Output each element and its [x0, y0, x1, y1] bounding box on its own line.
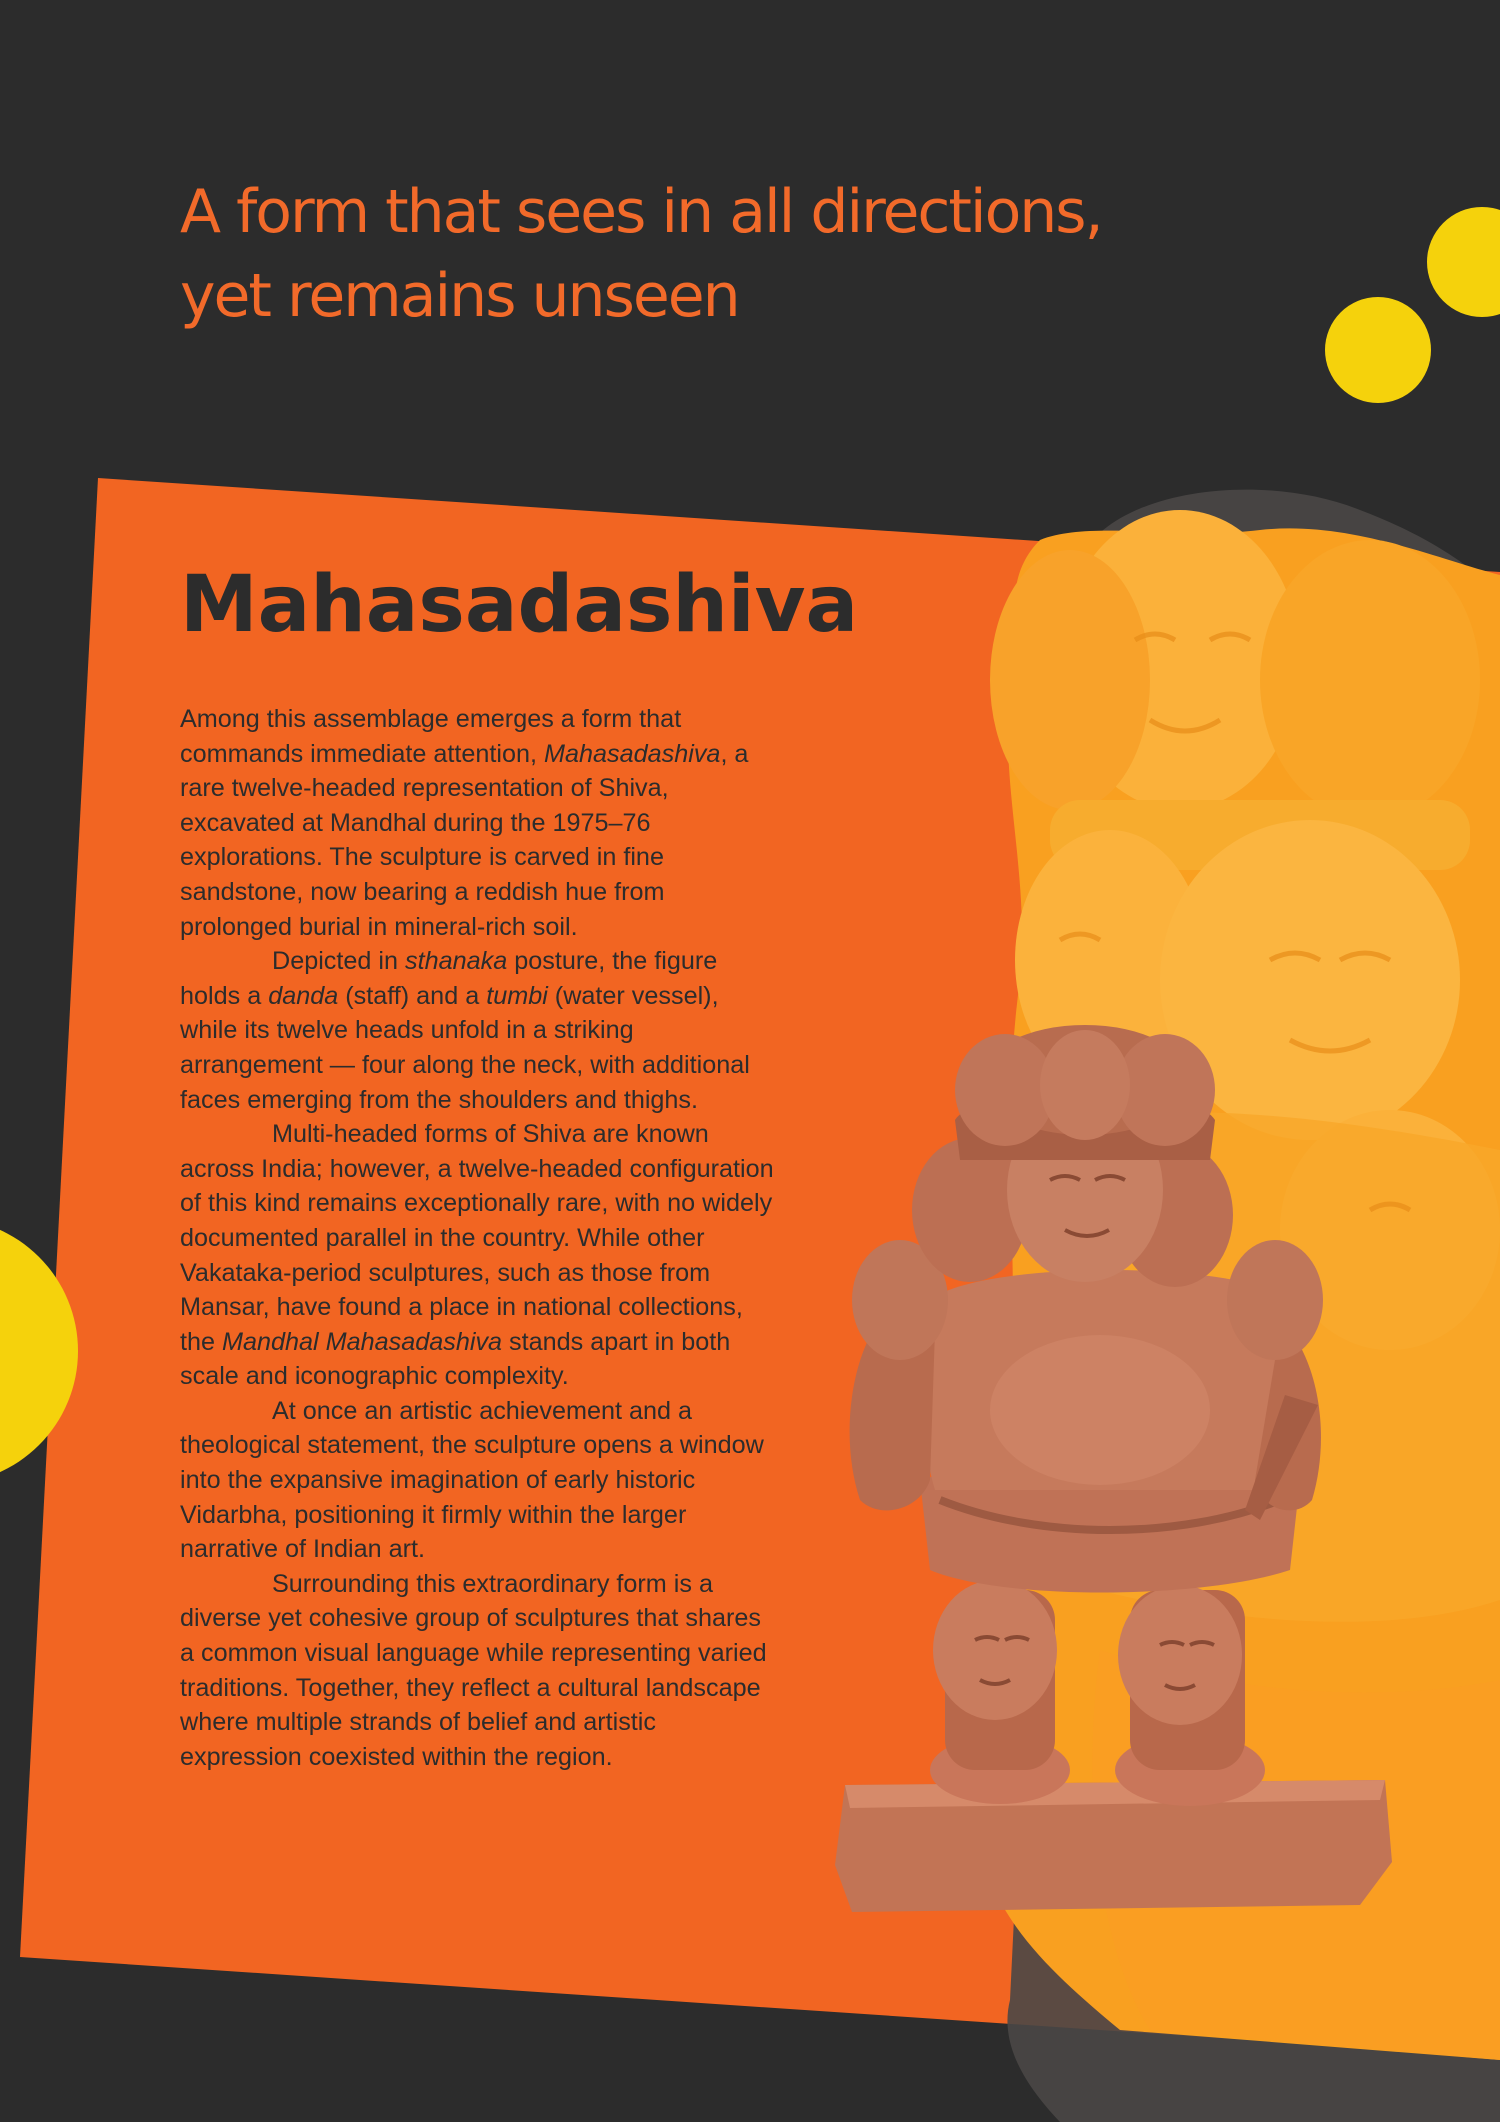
text-run: Among this assemblage emerges a form that commands immediate attention,: [180, 705, 682, 768]
headline-line-1: A form that sees in all directions,: [180, 177, 1102, 247]
text-run: posture, the figure holds a: [180, 947, 718, 1010]
text-run: stands apart in both scale and iconographic complexity.: [180, 1327, 731, 1391]
text-run: Multi-headed forms of Shiva are known across India; however, a twelve-headed configuration of this kind remains exceptionally rare, with no widely documented parallel in the country. While other Vakataka-period sculptures, such as those from Mansar, have found a place in national collections, the: [180, 1120, 774, 1356]
italic-term: Mahasadashiva: [544, 739, 721, 768]
text-run: At once an artistic achievement and a theological statement, the sculpture opens a window into the expansive imagination of early historic Vidarbha, positioning it firmly within the larger narrative of Indian art.: [180, 1396, 764, 1564]
text-run: (water vessel), while its twelve heads unfold in a striking arrangement — four along the neck, with additional faces emerging from the shoulders and thighs.: [180, 981, 750, 1114]
text-run: , a rare twelve-headed representation of Shiva, excavated at Mandhal during the 1975–76 explorations. The sculpture is carved in fine sandstone, now bearing a reddish hue from prolonged burial in mineral-rich soil.: [180, 739, 749, 941]
page-title: Mahasadashiva: [180, 560, 859, 650]
text-run: Depicted in: [272, 947, 406, 976]
headline-line-2: yet remains unseen: [180, 261, 739, 331]
text-run: Surrounding this extraordinary form is a diverse yet cohesive group of sculptures that shares a common visual language while representing varied traditions. Together, they reflect a cultural landscape where multiple strands of belief and artistic expression coexisted within the region.: [180, 1569, 767, 1771]
text-run: (staff) and a: [338, 981, 487, 1010]
italic-term: danda: [268, 981, 339, 1010]
italic-term: sthanaka: [405, 947, 508, 976]
italic-term: Mandhal Mahasadashiva: [222, 1327, 503, 1356]
italic-term: tumbi: [486, 981, 548, 1010]
